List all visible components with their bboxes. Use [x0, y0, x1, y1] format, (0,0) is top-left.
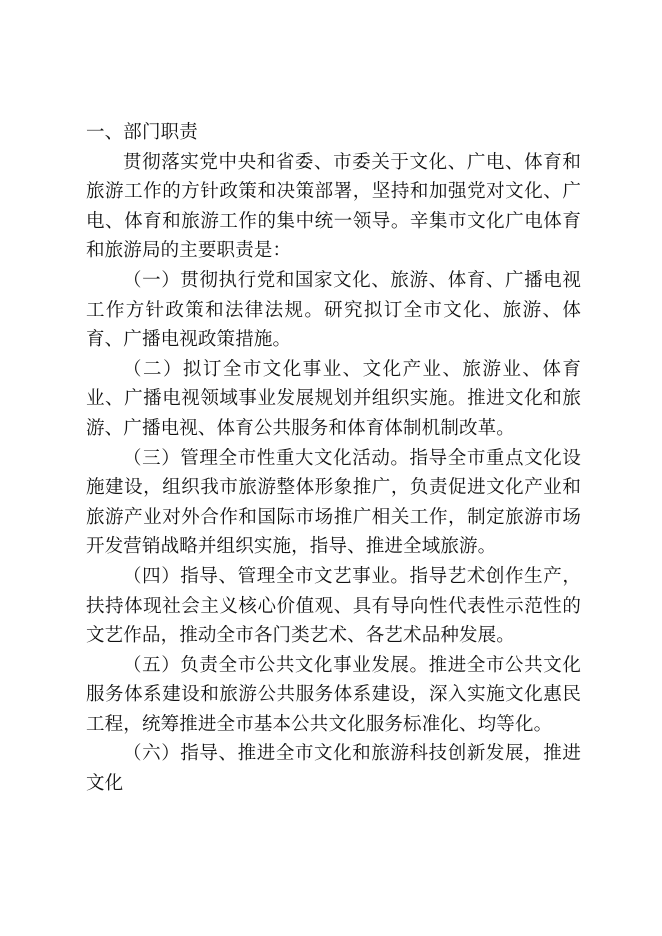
duty-item-2: （二）拟订全市文化事业、文化产业、旅游业、体育业、广播电视领域事业发展规划并组织实施。推进文化和旅游、广播电视、体育公共服务和体育体制机制改革。: [86, 358, 581, 439]
document-body: [86, 118, 581, 799]
duty-item-1: （一）贯彻执行党和国家文化、旅游、体育、广播电视工作方针政策和法律法规。研究拟订全市文化、旅游、体育、广播电视政策措施。: [86, 269, 581, 351]
duty-item-4: （四）指导、管理全市文艺事业。指导艺术创作生产，扶持体现社会主义核心价值观、具有导向性代表性示范性的文艺作品，推动全市各门类艺术、各艺术品种发展。: [86, 565, 581, 647]
duty-item-6: （六）指导、推进全市文化和旅游科技创新发展，推进文化: [86, 743, 581, 795]
section-heading: 一、部门职责: [86, 122, 198, 143]
duty-item-3: （三）管理全市性重大文化活动。指导全市重点文化设施建设，组织我市旅游整体形象推广，负责促进文化产业和旅游产业对外合作和国际市场推广相关工作，制定旅游市场开发营销战略并组织实施，指导、推进全域旅游。: [86, 447, 581, 558]
intro-paragraph: 贯彻落实党中央和省委、市委关于文化、广电、体育和旅游工作的方针政策和决策部署，坚持和加强党对文化、广电、体育和旅游工作的集中统一领导。辛集市文化广电体育和旅游局的主要职责是：: [86, 151, 581, 262]
duty-item-5: （五）负责全市公共文化事业发展。推进全市公共文化服务体系建设和旅游公共服务体系建设，深入实施文化惠民工程，统筹推进全市基本公共文化服务标准化、均等化。: [86, 654, 581, 735]
